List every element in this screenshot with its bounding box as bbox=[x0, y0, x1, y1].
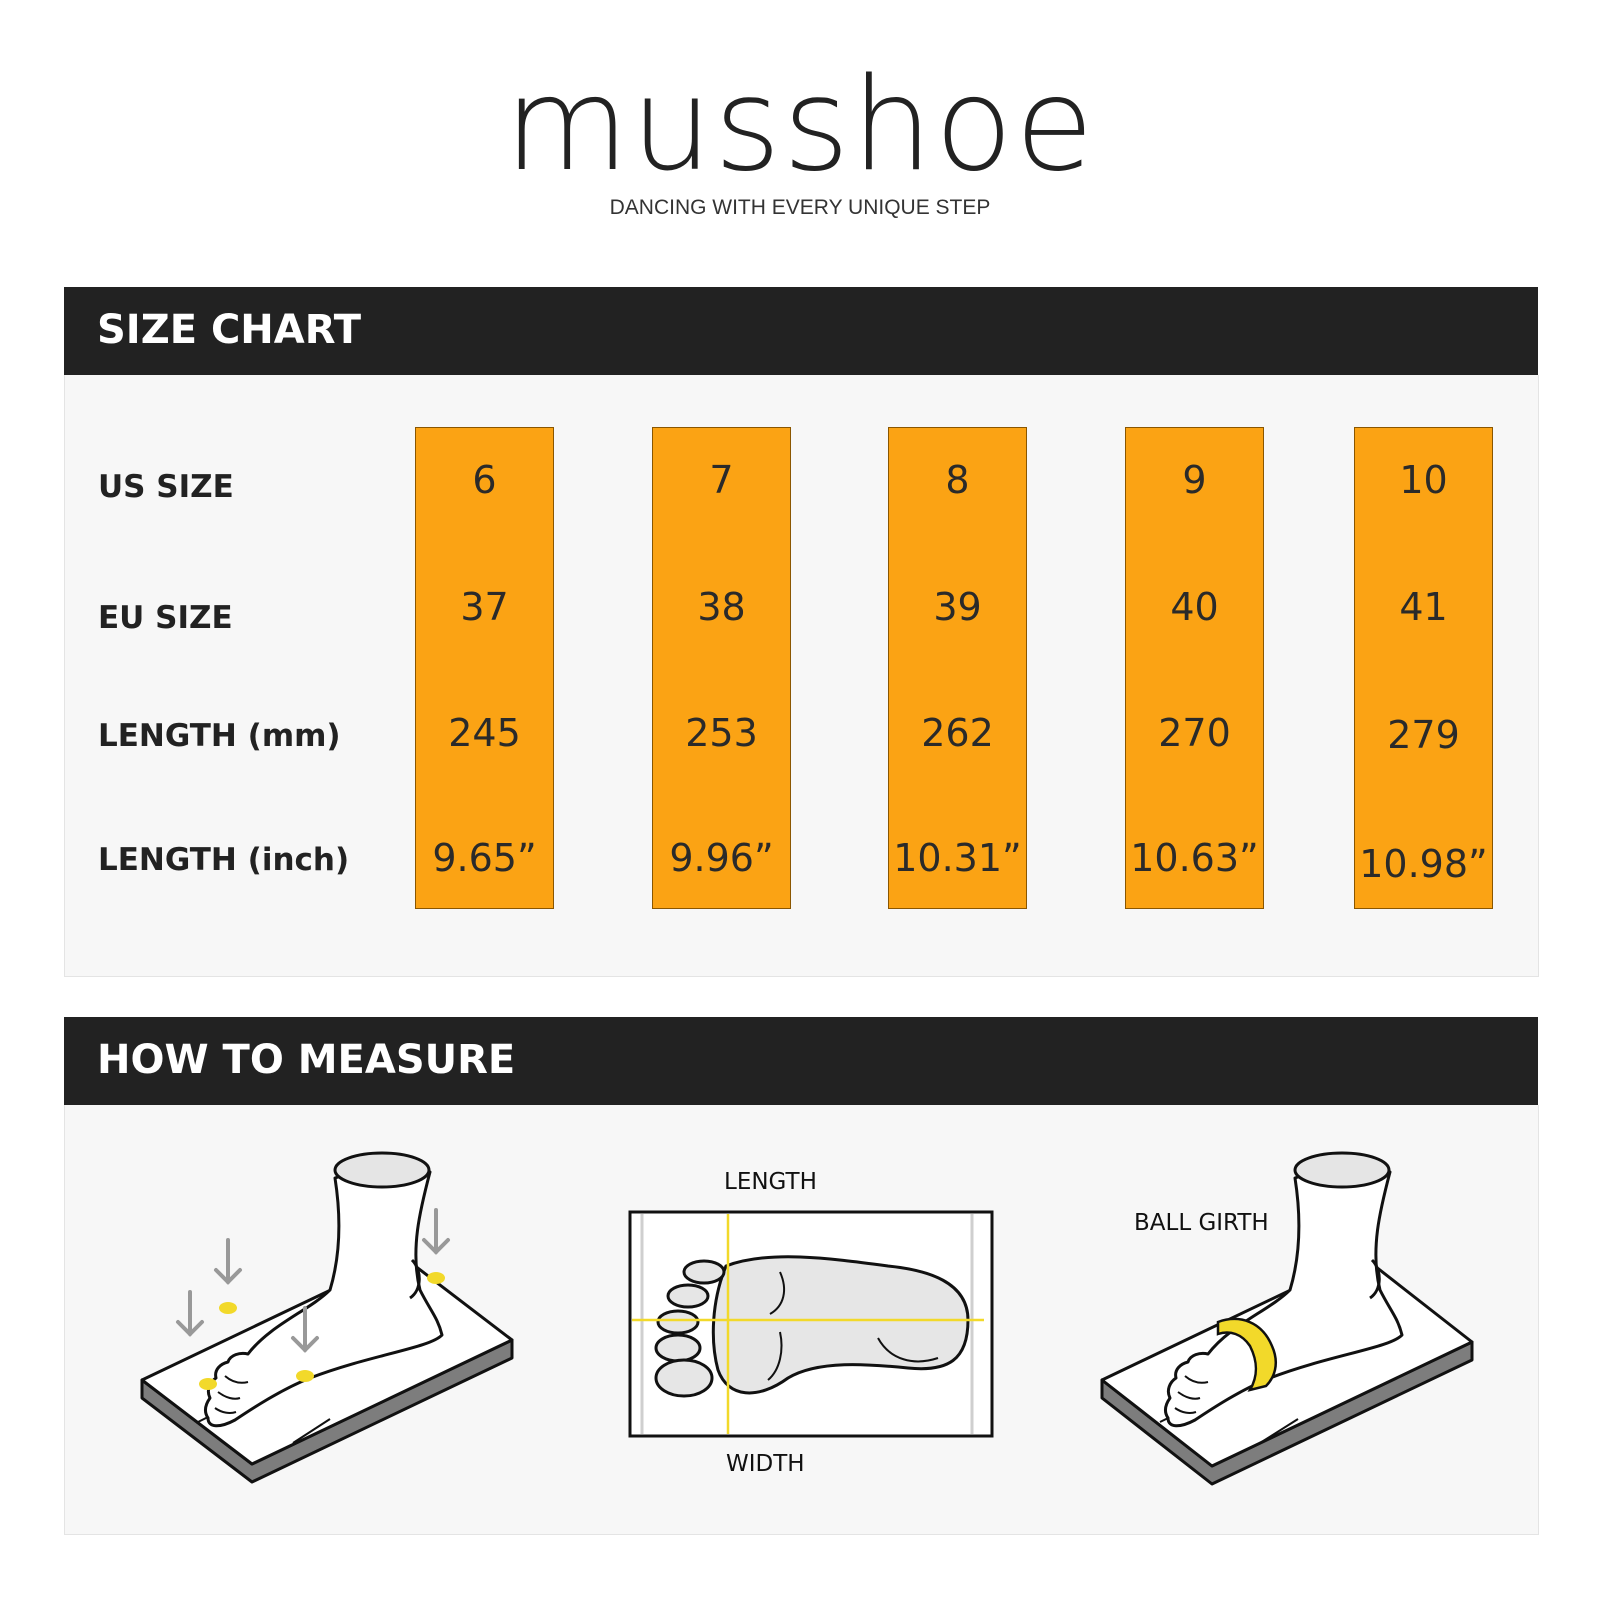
footprint-length-width-illustration bbox=[628, 1210, 994, 1438]
eu-size-value: 41 bbox=[1399, 585, 1448, 629]
length-label: LENGTH bbox=[724, 1169, 817, 1195]
ball-girth-illustration bbox=[1090, 1150, 1480, 1490]
down-arrow-icon bbox=[178, 1292, 202, 1334]
us-size-value: 9 bbox=[1182, 458, 1207, 502]
down-arrow-icon bbox=[216, 1240, 240, 1282]
eu-size-value: 37 bbox=[460, 585, 509, 629]
size-chart-panel bbox=[64, 375, 1539, 977]
width-label: WIDTH bbox=[726, 1451, 805, 1477]
length-inch-value: 9.65” bbox=[432, 836, 537, 880]
size-column bbox=[1125, 427, 1264, 909]
us-size-value: 6 bbox=[472, 458, 497, 502]
length-mm-value: 245 bbox=[448, 711, 521, 755]
foot-points-illustration bbox=[130, 1150, 530, 1490]
eu-size-value: 39 bbox=[933, 585, 982, 629]
eu-size-value: 38 bbox=[697, 585, 746, 629]
ankle-opening bbox=[1295, 1153, 1389, 1187]
length-inch-value: 10.63” bbox=[1130, 836, 1259, 880]
length-inch-value: 9.96” bbox=[669, 836, 774, 880]
down-arrow-icon bbox=[424, 1210, 448, 1252]
row-label-eu-size: EU SIZE bbox=[98, 600, 233, 636]
length-mm-value: 253 bbox=[685, 711, 758, 755]
us-size-value: 8 bbox=[945, 458, 970, 502]
eu-size-value: 40 bbox=[1170, 585, 1219, 629]
size-column bbox=[888, 427, 1027, 909]
row-label-length-inch: LENGTH (inch) bbox=[98, 842, 350, 878]
ball-girth-label: BALL GIRTH bbox=[1134, 1210, 1269, 1236]
size-column bbox=[1354, 427, 1493, 909]
length-mm-value: 262 bbox=[921, 711, 994, 755]
length-inch-value: 10.98” bbox=[1359, 842, 1488, 886]
brand-tagline: DANCING WITH EVERY UNIQUE STEP bbox=[609, 196, 991, 219]
how-to-measure-title: HOW TO MEASURE bbox=[97, 1037, 516, 1083]
row-label-us-size: US SIZE bbox=[98, 469, 234, 505]
length-inch-value: 10.31” bbox=[893, 836, 1022, 880]
length-mm-value: 270 bbox=[1158, 711, 1231, 755]
size-column bbox=[652, 427, 791, 909]
us-size-value: 7 bbox=[709, 458, 734, 502]
how-to-measure-header bbox=[64, 1017, 1538, 1105]
brand-logo: musshoe bbox=[504, 51, 1096, 200]
size-chart-title: SIZE CHART bbox=[97, 307, 362, 353]
size-column bbox=[415, 427, 554, 909]
us-size-value: 10 bbox=[1399, 458, 1448, 502]
size-chart-header bbox=[64, 287, 1538, 375]
length-mm-value: 279 bbox=[1387, 713, 1460, 757]
row-label-length-mm: LENGTH (mm) bbox=[98, 718, 341, 754]
ankle-opening bbox=[335, 1153, 429, 1187]
